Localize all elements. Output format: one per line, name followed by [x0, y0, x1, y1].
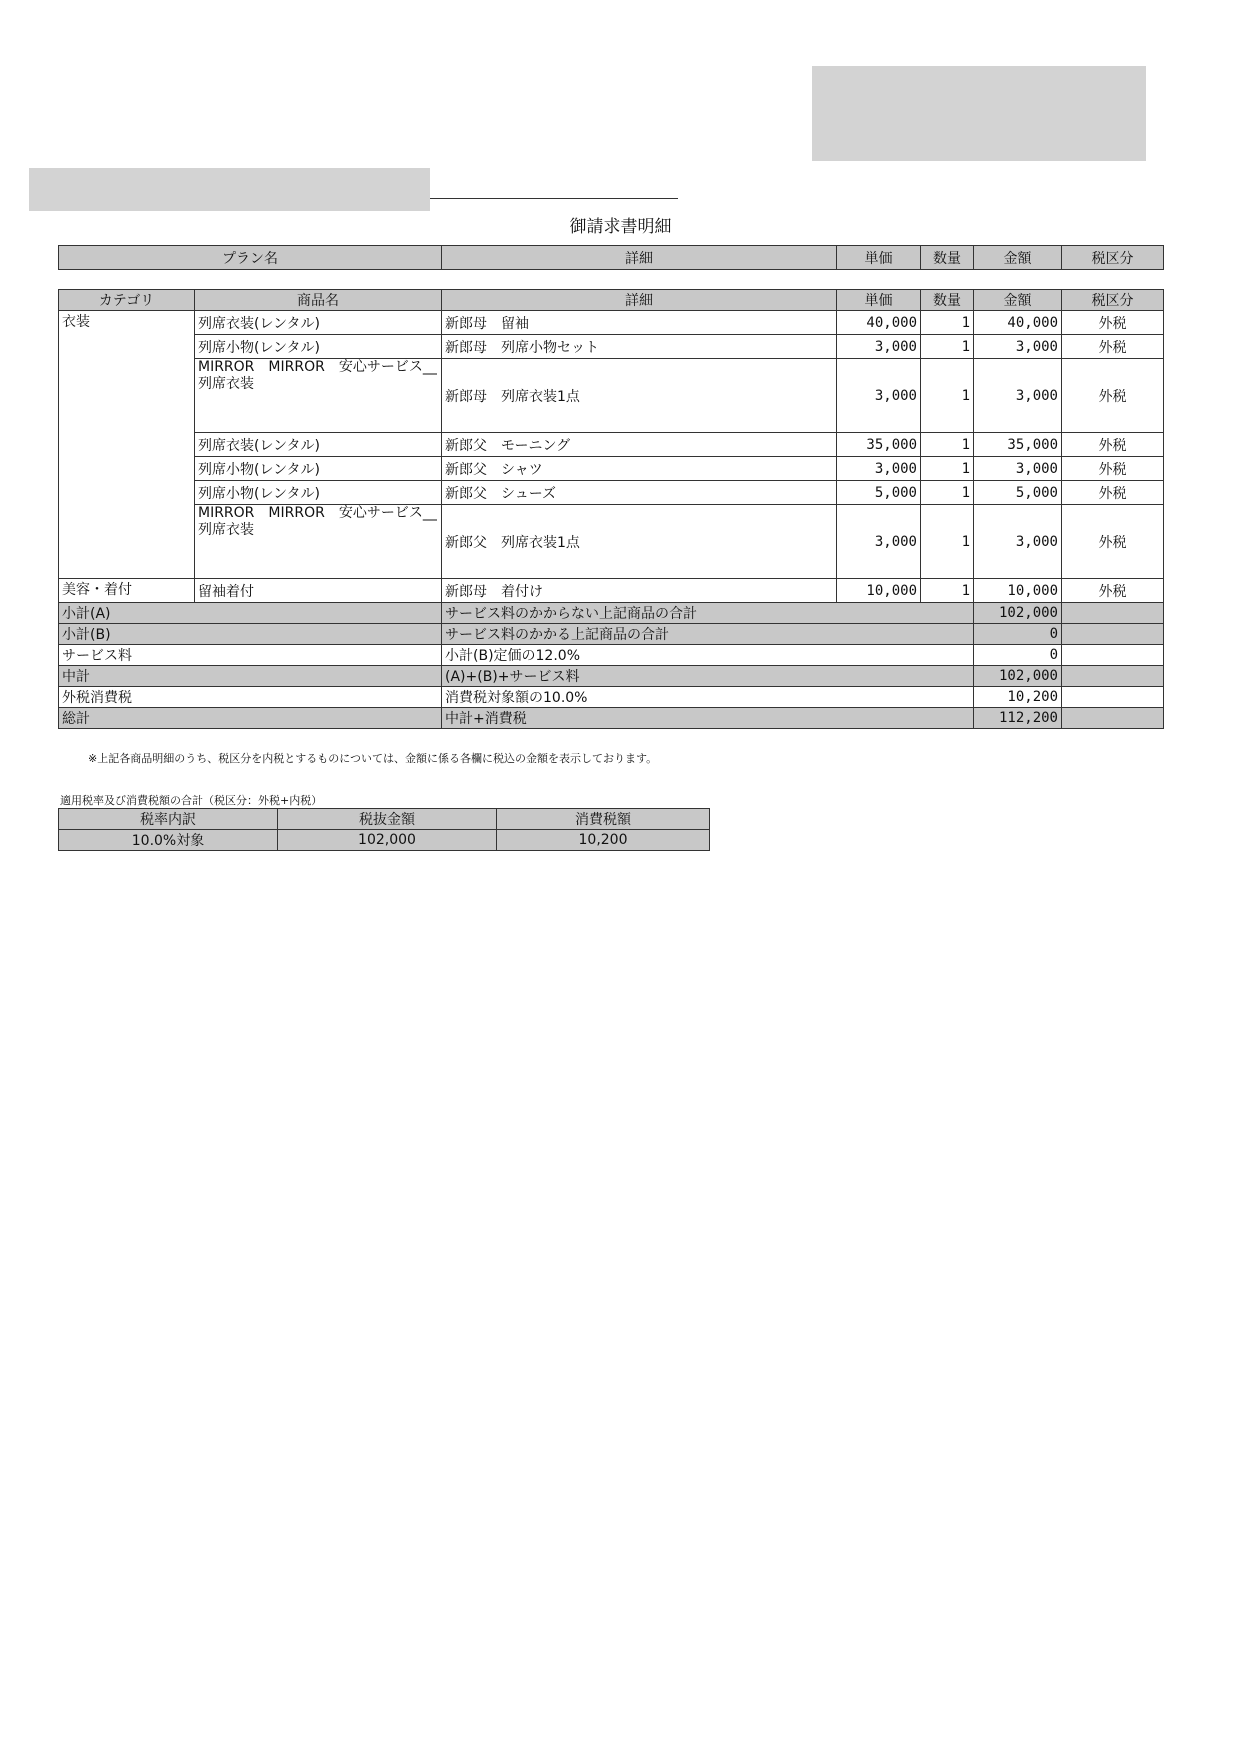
product-cell: MIRROR MIRROR 安心サービス__列席衣装	[195, 505, 442, 579]
detail-cell: 新郎母 列席衣装1点	[442, 359, 837, 433]
tax-summary-table	[58, 808, 710, 851]
summary-amount: 102,000	[974, 603, 1062, 624]
qty-cell: 1	[921, 433, 974, 457]
product-cell: 留袖着付	[195, 579, 442, 603]
tax-taxable-cell: 102,000	[278, 830, 497, 851]
table-row	[59, 359, 1164, 433]
detail-cell: 新郎母 留袖	[442, 311, 837, 335]
unit-price-cell: 10,000	[837, 579, 921, 603]
qty-cell: 1	[921, 335, 974, 359]
summary-desc: 中計+消費税	[442, 708, 974, 729]
table-row	[59, 433, 1164, 457]
category-cell: 衣装	[59, 311, 195, 579]
qty-cell: 1	[921, 359, 974, 433]
summary-amount: 0	[974, 624, 1062, 645]
summary-desc: サービス料のかかる上記商品の合計	[442, 624, 974, 645]
plan-header-plan: プラン名	[59, 246, 442, 270]
tax-header-rate: 税率内訳	[59, 809, 278, 830]
plan-header-tax: 税区分	[1062, 246, 1164, 270]
qty-cell: 1	[921, 311, 974, 335]
detail-header-qty: 数量	[921, 290, 974, 311]
unit-price-cell: 3,000	[837, 335, 921, 359]
summary-amount: 112,200	[974, 708, 1062, 729]
amount-cell: 3,000	[974, 457, 1062, 481]
amount-cell: 35,000	[974, 433, 1062, 457]
detail-cell: 新郎父 列席衣装1点	[442, 505, 837, 579]
unit-price-cell: 3,000	[837, 457, 921, 481]
table-row	[59, 830, 710, 851]
summary-label: 小計(B)	[59, 624, 442, 645]
category-cell: 美容・着付	[59, 579, 195, 603]
amount-cell: 3,000	[974, 505, 1062, 579]
tax-amount-cell: 10,200	[497, 830, 710, 851]
summary-desc: サービス料のかからない上記商品の合計	[442, 603, 974, 624]
summary-empty	[1062, 708, 1164, 729]
summary-label: 小計(A)	[59, 603, 442, 624]
tax-header-taxable: 税抜金額	[278, 809, 497, 830]
page-title: 御請求書明細	[569, 217, 672, 237]
summary-label: 外税消費税	[59, 687, 442, 708]
product-cell: 列席小物(レンタル)	[195, 457, 442, 481]
amount-cell: 5,000	[974, 481, 1062, 505]
plan-header-unit-price: 単価	[837, 246, 921, 270]
detail-header-unit-price: 単価	[837, 290, 921, 311]
summary-empty	[1062, 645, 1164, 666]
redacted-block-top-right	[812, 66, 1146, 161]
qty-cell: 1	[921, 457, 974, 481]
table-row	[59, 335, 1164, 359]
table-row	[59, 505, 1164, 579]
amount-cell: 3,000	[974, 335, 1062, 359]
qty-cell: 1	[921, 579, 974, 603]
tax-summary-caption: 適用税率及び消費税額の合計（税区分：外税+内税）	[60, 794, 323, 807]
tax-cell: 外税	[1062, 457, 1164, 481]
summary-empty	[1062, 666, 1164, 687]
tax-rate-cell: 10.0%対象	[59, 830, 278, 851]
summary-row-service-fee	[59, 645, 1164, 666]
detail-cell: 新郎母 列席小物セット	[442, 335, 837, 359]
amount-cell: 3,000	[974, 359, 1062, 433]
tax-cell: 外税	[1062, 433, 1164, 457]
summary-row-midtotal	[59, 666, 1164, 687]
name-underline	[430, 198, 678, 199]
detail-cell: 新郎父 シャツ	[442, 457, 837, 481]
amount-cell: 10,000	[974, 579, 1062, 603]
summary-amount: 102,000	[974, 666, 1062, 687]
plan-table	[58, 245, 1164, 270]
summary-desc: (A)+(B)+サービス料	[442, 666, 974, 687]
unit-price-cell: 3,000	[837, 505, 921, 579]
tax-cell: 外税	[1062, 579, 1164, 603]
detail-table	[58, 289, 1164, 729]
tax-note: ※上記各商品明細のうち、税区分を内税とするものについては、金額に係る各欄に税込の金額を表示しております。	[88, 752, 658, 765]
summary-amount: 10,200	[974, 687, 1062, 708]
detail-cell: 新郎父 モーニング	[442, 433, 837, 457]
qty-cell: 1	[921, 481, 974, 505]
unit-price-cell: 40,000	[837, 311, 921, 335]
summary-desc: 小計(B)定価の12.0%	[442, 645, 974, 666]
product-cell: MIRROR MIRROR 安心サービス__列席衣装	[195, 359, 442, 433]
amount-cell: 40,000	[974, 311, 1062, 335]
tax-header-tax: 消費税額	[497, 809, 710, 830]
product-cell: 列席衣装(レンタル)	[195, 311, 442, 335]
table-row	[59, 311, 1164, 335]
summary-row-consumption-tax	[59, 687, 1164, 708]
tax-cell: 外税	[1062, 481, 1164, 505]
plan-header-qty: 数量	[921, 246, 974, 270]
summary-empty	[1062, 687, 1164, 708]
summary-row-subtotal-a	[59, 603, 1164, 624]
product-cell: 列席小物(レンタル)	[195, 481, 442, 505]
summary-desc: 消費税対象額の10.0%	[442, 687, 974, 708]
table-row	[59, 579, 1164, 603]
unit-price-cell: 3,000	[837, 359, 921, 433]
table-row	[59, 457, 1164, 481]
detail-header-amount: 金額	[974, 290, 1062, 311]
summary-amount: 0	[974, 645, 1062, 666]
detail-header-product: 商品名	[195, 290, 442, 311]
product-cell: 列席小物(レンタル)	[195, 335, 442, 359]
plan-header-amount: 金額	[974, 246, 1062, 270]
summary-empty	[1062, 603, 1164, 624]
detail-cell: 新郎父 シューズ	[442, 481, 837, 505]
tax-cell: 外税	[1062, 311, 1164, 335]
qty-cell: 1	[921, 505, 974, 579]
tax-cell: 外税	[1062, 359, 1164, 433]
detail-header-category: カテゴリ	[59, 290, 195, 311]
unit-price-cell: 35,000	[837, 433, 921, 457]
product-cell: 列席衣装(レンタル)	[195, 433, 442, 457]
summary-row-subtotal-b	[59, 624, 1164, 645]
summary-empty	[1062, 624, 1164, 645]
unit-price-cell: 5,000	[837, 481, 921, 505]
tax-cell: 外税	[1062, 335, 1164, 359]
plan-header-detail: 詳細	[442, 246, 837, 270]
summary-row-grand-total	[59, 708, 1164, 729]
summary-label: 中計	[59, 666, 442, 687]
detail-header-detail: 詳細	[442, 290, 837, 311]
table-row	[59, 481, 1164, 505]
detail-cell: 新郎母 着付け	[442, 579, 837, 603]
detail-header-tax: 税区分	[1062, 290, 1164, 311]
tax-cell: 外税	[1062, 505, 1164, 579]
summary-label: 総計	[59, 708, 442, 729]
redacted-block-left	[29, 168, 430, 211]
summary-label: サービス料	[59, 645, 442, 666]
